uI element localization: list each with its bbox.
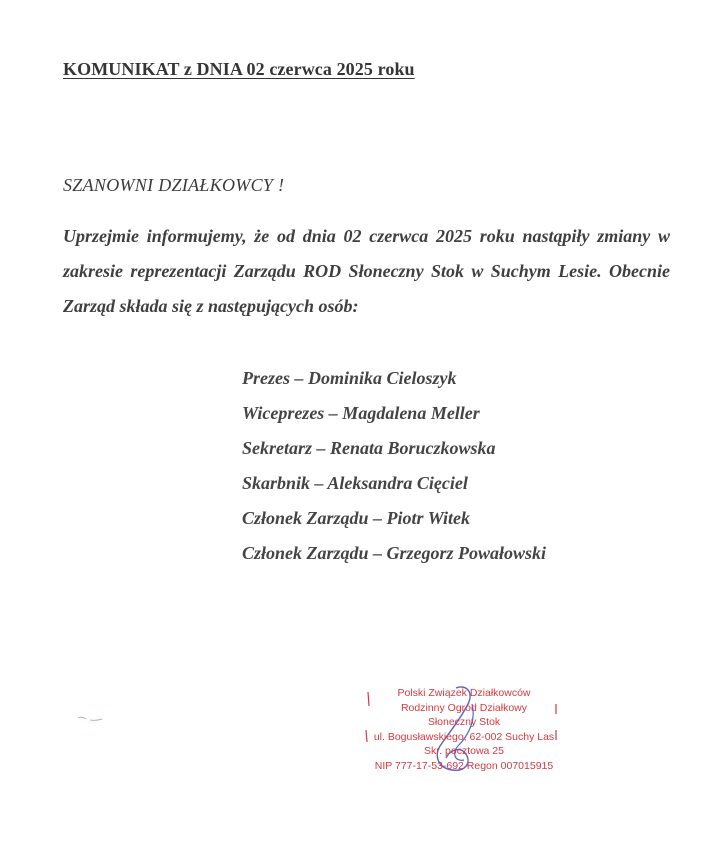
board-member-president: Prezes – Dominika Cieloszyk <box>242 368 457 388</box>
stray-mark <box>76 708 116 728</box>
greeting: SZANOWNI DZIAŁKOWCY ! <box>63 175 285 195</box>
stamp-text <box>368 686 560 773</box>
board-member-secretary: Sekretarz – Renata Boruczkowska <box>242 438 496 458</box>
stamp-line: Słoneczny Stok <box>427 716 501 728</box>
board-member-1: Członek Zarządu – Piotr Witek <box>242 508 471 528</box>
board-member-vice-president: Wiceprezes – Magdalena Meller <box>242 403 480 423</box>
board-member-treasurer: Skarbnik – Aleksandra Cięciel <box>242 473 468 493</box>
announcement-body: Uprzejmie informujemy, że od dnia 02 czerwca 2025 roku nastąpiły zmiany w zakresie reprezentacji Zarządu ROD Słoneczny Stok w Suchym Lesie. Obecnie Zarząd składa się z następujących osób: <box>63 226 670 316</box>
document-heading: KOMUNIKAT z DNIA 02 czerwca 2025 roku <box>63 59 415 79</box>
stamp-line: Skr. pocztowa 25 <box>424 745 504 757</box>
stamp-line: NIP 777-17-53-692 Regon 007015915 <box>374 759 554 772</box>
stamp-line: Rodzinny Ogród Działkowy <box>400 701 528 714</box>
board-members-list <box>242 361 546 571</box>
board-member-2: Członek Zarządu – Grzegorz Powałowski <box>242 543 547 563</box>
stamp-line: ul. Bogusławskiego, 62-002 Suchy Las <box>373 730 555 743</box>
organization-stamp <box>360 684 560 779</box>
stamp-line: Polski Związek Działkowców <box>397 687 531 699</box>
